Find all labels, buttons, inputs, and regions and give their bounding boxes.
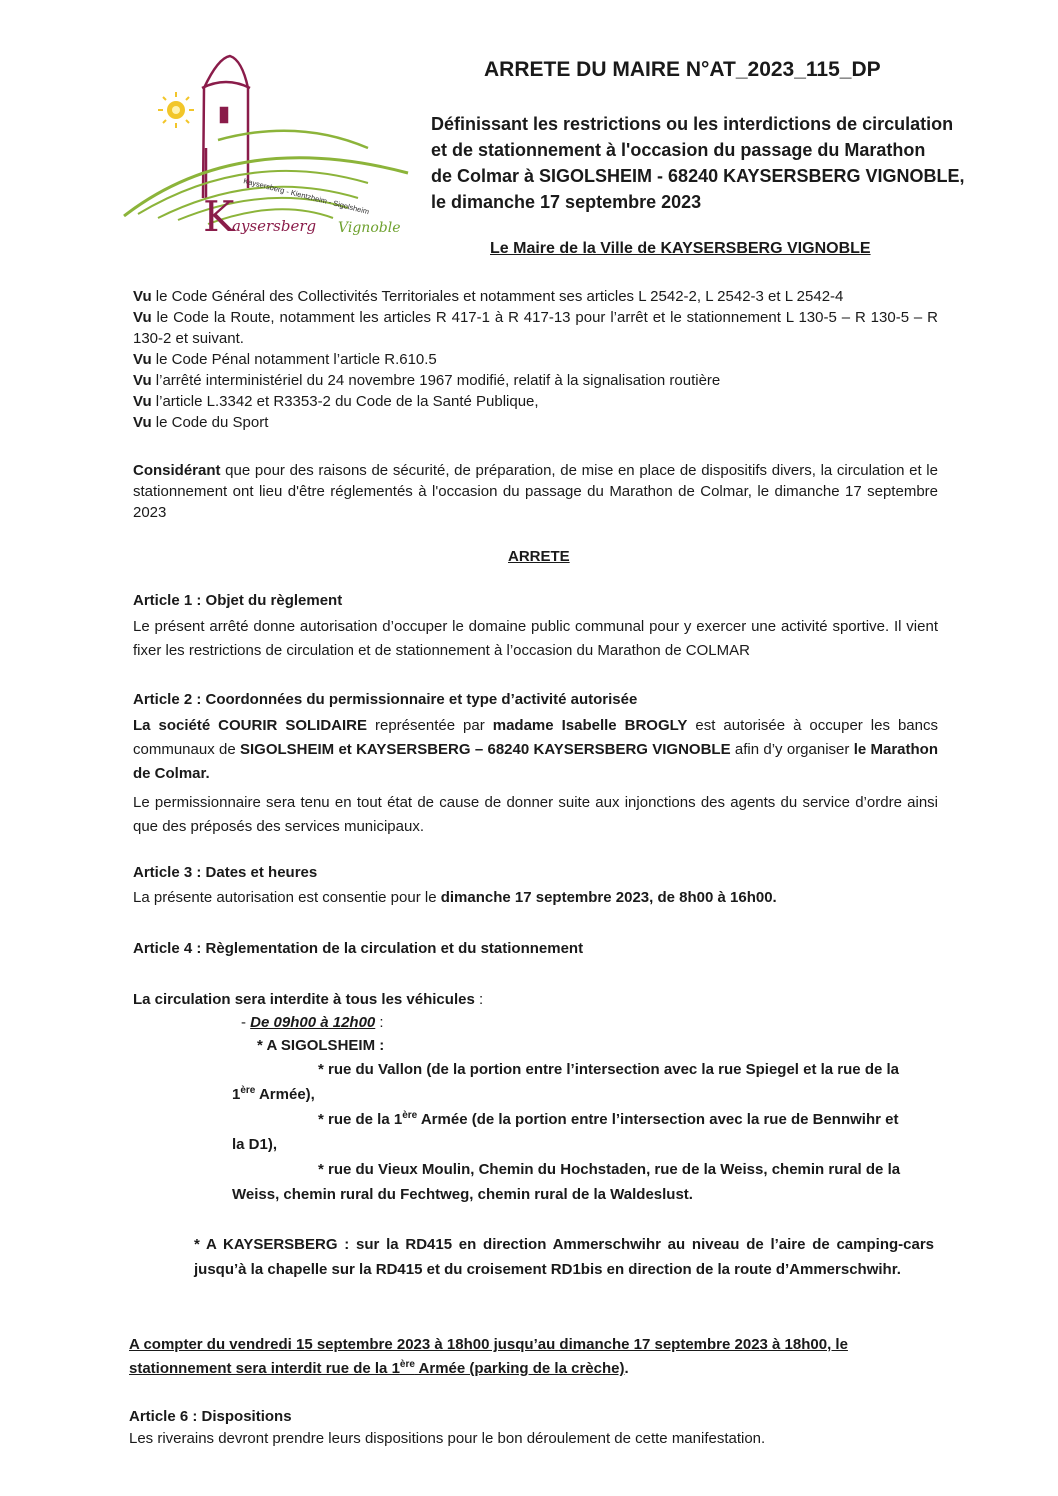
article-2 [133, 689, 938, 839]
article-text: Le présent arrêté donne autorisation d’occuper le domaine public communal pour y exercer une activité sportive. Il vient fixer les restrictions de circulation et de stationnement à l’occasion du Marathon de COLMAR [133, 618, 938, 659]
street-line: * rue du Vallon (de la portion entre l’intersection avec la rue Spiegel et la rue de la [318, 1061, 900, 1078]
article-heading: Article 3 : Dates et heures [133, 864, 318, 881]
street-line: * rue du Vieux Moulin, Chemin du Hochstaden, rue de la Weiss, chemin rural de la [318, 1161, 901, 1178]
municipality-logo [118, 48, 418, 248]
subtitle-line: et de stationnement à l'occasion du passage du Marathon [431, 140, 926, 160]
logo-graphic [118, 48, 418, 248]
vu-section [133, 286, 938, 433]
logo-vignoble-text: Vignoble [338, 220, 401, 236]
subtitle-line: Définissant les restrictions ou les interdictions de circulation [431, 114, 954, 134]
considerant-paragraph: Considérant que pour des raisons de sécurité, de préparation, de mise en place de dispositifs divers, la circulation et le stationnement ont lieu d'être réglementés à l'occasion du passage du Marathon de Colmar, le dimanche 17 septembre 2023 [133, 462, 938, 521]
article-4 [133, 938, 938, 959]
article-paragraph: Le permissionnaire sera tenu en tout état de cause de donner suite aux injonctions des agents du service d’ordre ainsi que des préposés des services municipaux. [133, 794, 938, 835]
logo-brand-initial: K [203, 192, 235, 241]
article-heading: Article 2 : Coordonnées du permissionnaire et type d’activité autorisée [133, 691, 638, 708]
street-line: la D1), [232, 1136, 278, 1153]
street-line: Weiss, chemin rural du Fechtweg, chemin rural de la Waldeslust. [232, 1186, 693, 1203]
parking-line: stationnement sera interdit rue de la 1ère Armée (parking de la crèche). [129, 1359, 629, 1377]
article-1 [133, 590, 938, 663]
kaysersberg-rule: * A KAYSERSBERG : sur la RD415 en direction Ammerschwihr au niveau de l’aire de camping-cars jusqu’à la chapelle sur la RD415 et du croisement RD1bis en direction de la route d’Ammerschwihr. [194, 1236, 935, 1278]
decree-subtitle [431, 111, 976, 215]
mayor-heading: Le Maire de la Ville de KAYSERSBERG VIGNOBLE [490, 240, 871, 257]
street-line: 1ère Armée), [232, 1085, 315, 1103]
vu-item: Vu le Code Pénal notamment l’article R.610.5 [133, 351, 437, 368]
article-heading: Article 1 : Objet du règlement [133, 592, 343, 609]
article-paragraph: La société COURIR SOLIDAIRE représentée par madame Isabelle BROGLY est autorisée à occuper les bancs communaux de SIGOLSHEIM et KAYSERSBERG – 68240 KAYSERSBERG VIGNOBLE afin d’y organiser le Marathon de Colmar. [133, 717, 938, 782]
article-heading: Article 6 : Dispositions [129, 1408, 292, 1425]
article-text: Les riverains devront prendre leurs dispositions pour le bon déroulement de cette manifestation. [129, 1430, 766, 1447]
time-slot: - De 09h00 à 12h00 : [241, 1014, 384, 1031]
article-3 [133, 862, 938, 908]
parking-rule [129, 1333, 935, 1381]
vu-item: Vu le Code Général des Collectivités Territoriales et notamment ses articles L 2542-2, L 2542-3 et L 2542-4 [133, 288, 844, 305]
subtitle-line: le dimanche 17 septembre 2023 [431, 192, 702, 212]
street-line: * rue de la 1ère Armée (de la portion entre l’intersection avec la rue de Bennwihr et [318, 1110, 899, 1128]
decree-title: ARRETE DU MAIRE N°AT_2023_115_DP [484, 58, 881, 81]
sigolsheim-streets [232, 1057, 934, 1207]
sigolsheim-label: * A SIGOLSHEIM : [257, 1037, 385, 1054]
logo-arc-text: Kaysersberg - Kientzheim - Sigolsheim [242, 176, 371, 217]
vu-item: Vu l’article L.3342 et R3353-2 du Code de la Santé Publique, [133, 393, 539, 410]
logo-brand-text: aysersberg [232, 217, 317, 235]
article-text: La présente autorisation est consentie pour le dimanche 17 septembre 2023, de 8h00 à 16h00. [133, 889, 777, 906]
circulation-intro: La circulation sera interdite à tous les véhicules : [133, 991, 484, 1008]
parking-line: A compter du vendredi 15 septembre 2023 à 18h00 jusqu’au dimanche 17 septembre 2023 à 18h00, le [129, 1336, 848, 1353]
sun-icon [158, 92, 194, 128]
vu-item: Vu le Code du Sport [133, 414, 269, 431]
subtitle-line: de Colmar à SIGOLSHEIM - 68240 KAYSERSBERG VIGNOBLE, [431, 166, 965, 186]
article-6 [129, 1406, 935, 1450]
vu-item: Vu l’arrêté interministériel du 24 novembre 1967 modifié, relatif à la signalisation routière [133, 372, 721, 389]
arrete-heading: ARRETE [508, 548, 570, 565]
article-heading: Article 4 : Règlementation de la circulation et du stationnement [133, 940, 584, 957]
vu-item: Vu le Code la Route, notamment les articles R 417-1 à R 417-13 pour l’arrêt et le stationnement L 130-5 – R 130-5 – R 130-2 et suivant. [133, 309, 938, 347]
circulation-rules [133, 988, 938, 1057]
